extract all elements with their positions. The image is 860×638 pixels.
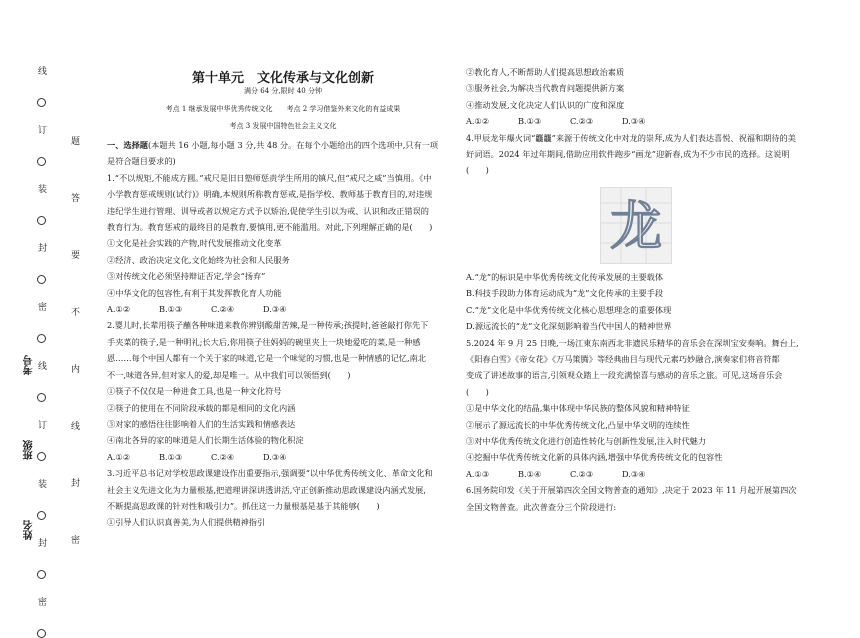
notice-char: 内	[71, 365, 81, 375]
binding-hole-icon	[37, 629, 46, 638]
right-column	[466, 64, 821, 179]
seal-line-char: 订	[38, 126, 48, 136]
page-title: 第十单元 文化传承与文化创新	[191, 71, 374, 86]
q1-option: ①文化是社会实践的产物,时代发展推动文化变革	[107, 238, 282, 249]
binding-hole-icon	[37, 393, 46, 402]
class-label: 班级	[24, 440, 35, 460]
q4-stem: 好词语。2024 年过年期间,借助应用软件跑步“画龙”迎新春,成为不少市民的选择。这说明	[466, 149, 790, 160]
q1-stem: 小学教育惩戒规则(试行)》明确,本规则所称教育惩戒,是指学校、教师基于教育目的,对违规	[107, 189, 433, 200]
section-heading: 一、选择题(本题共 16 小题,每小题 3 分,共 48 分。在每个小题给出的四个选项中,只有一项	[107, 140, 439, 150]
seal-line-char: 线	[38, 362, 48, 372]
right-column-cont	[466, 269, 821, 515]
binding-hole-icon	[37, 334, 46, 343]
q3-stem: 社会主义先进文化为力量根基,把道理讲深讲透讲活,守正创新推动思政课建设内涵式发展,	[107, 484, 426, 495]
q4-option: D.源远流长的“龙”文化深刻影响着当代中国人的精神世界	[466, 321, 672, 332]
notice-char: 线	[71, 422, 81, 432]
binding-hole-icon	[37, 275, 46, 284]
q2-stem: 2.婴儿时,长辈用筷子蘸各种味道来教你辨别酸甜苦辣,是一种传承;孩提时,爸爸敲打你先下	[107, 320, 429, 331]
q3-option: ①引导人们认识真善美,为人们提供精神指引	[107, 517, 266, 528]
seal-line-char: 封	[38, 244, 48, 254]
notice-char: 不	[71, 308, 81, 318]
dragon-char-route: 龙	[609, 197, 663, 257]
notice-char: 题	[71, 137, 81, 147]
q2-option: ④南北各异的家的味道是人们长期生活体验的物化积淀	[107, 435, 304, 446]
q3-choices: A.①② B.①③ C.②③ D.③④	[466, 116, 646, 127]
q2-option: ③对家的感悟往往影响着人们的生活实践和情感表达	[107, 418, 296, 429]
dragon-route-image	[600, 187, 672, 264]
seal-line-char: 封	[38, 539, 48, 549]
q4-stem: 4.甲辰龙年爆火词“龘龘”来源于传统文化中对龙的崇拜,成为人们表达喜悦、祝福和期待的美	[466, 132, 796, 143]
binding-hole-icon	[37, 570, 46, 579]
q5-choices: A.①③ B.①④ C.②③ D.③④	[466, 468, 646, 479]
binding-hole-icon	[37, 157, 46, 166]
notice-char: 密	[71, 536, 81, 546]
q2-option: ②筷子的使用在不同阶段承载的都是相同的文化内涵	[107, 402, 296, 413]
q3-option: ④推动发展,文化决定人们认识的广度和深度	[466, 99, 625, 110]
key-points-line2: 考点 3 发展中国特色社会主义文化	[229, 122, 337, 130]
q1-option: ④中华文化的包容性,有利于其发挥教化育人功能	[107, 287, 282, 298]
key-points-line1: 考点 1 继承发展中华优秀传统文化 考点 2 学习借鉴外来文化的有益成果	[165, 105, 401, 113]
q5-stem: 变成了讲述故事的语言,引领观众踏上一段充满惊喜与感动的音乐之旅。可见,这场音乐会	[466, 370, 783, 381]
notice-char: 要	[71, 251, 81, 261]
section-text: 是符合题目要求的)	[107, 156, 176, 167]
q6-stem: 全国文物普查。此次普查分三个阶段进行:	[466, 501, 617, 512]
score-time-note: 满分 64 分,限时 40 分钟	[244, 87, 322, 95]
notice-char: 封	[71, 479, 81, 489]
binding-hole-icon	[37, 511, 46, 520]
left-column	[107, 137, 459, 531]
q5-stem: 《阳春白雪》《帝女花》《万马策腾》等经典曲目与现代元素巧妙融合,演奏家们将音符都	[466, 354, 780, 365]
q1-stem: 1.“不以规矩,不能成方圆。”戒尺是旧日塾师惩责学生所用的镇尺,但“戒尺之威”当慎用。《中	[107, 172, 432, 183]
q5-option: ③对中华优秀传统文化进行创造性转化与创新性发展,注入时代魅力	[466, 436, 707, 447]
binding-hole-icon	[37, 452, 46, 461]
q1-choices: A.①② B.①③ C.②④ D.③④	[107, 304, 287, 315]
seal-line-char: 装	[38, 185, 48, 195]
seal-line-char: 密	[38, 303, 48, 313]
q2-stem: 手夹菜的筷子,是一种明礼;长大后,你用筷子往妈妈的碗里夹上一块她爱吃的菜,是一种感	[107, 336, 421, 347]
name-label: 姓名	[24, 520, 35, 540]
q4-stem: ( )	[466, 165, 489, 176]
q1-stem: 违纪学生进行管理、训导或者以规定方式予以矫治,促使学生引以为戒、认识和改正错误的	[107, 205, 429, 216]
q1-stem: 教育行为。教育惩戒的最终目的是教育,要慎用,更不能滥用。对此,下列理解正确的是( )	[107, 222, 433, 233]
q3-option: ②教化育人,不断帮助人们提高思想政治素质	[466, 67, 625, 77]
seal-line-char: 线	[38, 67, 48, 77]
binding-margin	[0, 0, 100, 608]
seal-line-char: 订	[38, 421, 48, 431]
seal-line-char: 装	[38, 480, 48, 490]
q5-option: ②展示了源远流长的中华优秀传统文化,凸显中华文明的连续性	[466, 419, 690, 430]
q5-stem: ( )	[466, 386, 489, 397]
q2-stem: 不一,味道各异,但对家人的爱,却是唯一。从中我们可以领悟到( )	[107, 369, 351, 380]
q4-option: A.“龙”的标识是中华优秀传统文化传承发展的主要载体	[466, 272, 664, 282]
q3-option: ③服务社会,为解决当代教育问题提供新方案	[466, 83, 625, 94]
q4-option: B.科技手段助力体育运动成为“龙”文化传承的主要手段	[466, 288, 664, 299]
q1-option: ③对传统文化必须坚持辩证否定,学会“扬弃”	[107, 271, 266, 282]
binding-hole-icon	[37, 216, 46, 225]
notice-char: 答	[71, 194, 81, 204]
seal-line-char: 密	[38, 598, 48, 608]
q3-stem: 3.习近平总书记对学校思政课建设作出重要指示,强调要“以中华优秀传统文化、革命文化和	[107, 468, 433, 479]
q2-choices: A.①② B.①③ C.②④ D.③④	[107, 451, 287, 462]
q3-stem: 不断提高思政课的针对性和吸引力”。抓住这一力量根基是基于其能够( )	[107, 500, 380, 511]
q2-stem: 恩……每个中国人都有一个关于家的味道,它是一个味觉的习惯,也是一种情感的记忆,南北	[107, 353, 426, 364]
q6-stem: 6.国务院印发《关于开展第四次全国文物普查的通知》,决定于 2023 年 11 月起开展第四次	[466, 485, 797, 496]
q4-option: C.“龙”文化是中华优秀传统文化核心思想理念的重要体现	[466, 304, 672, 315]
q1-option: ②经济、政治决定文化,文化始终为社会和人民服务	[107, 254, 290, 265]
q2-option: ①筷子不仅仅是一种进食工具,也是一种文化符号	[107, 386, 282, 397]
q5-option: ①是中华文化的结晶,集中体现中华民族的整体风貌和精神特征	[466, 403, 690, 414]
exam-number-label: 考号	[24, 355, 35, 375]
dragon-route-map	[601, 188, 671, 263]
binding-hole-icon	[37, 98, 46, 107]
q5-option: ④挖掘中华优秀传统文化新的具体内涵,增强中华优秀传统文化的包容性	[466, 452, 723, 463]
q5-stem: 5.2024 年 9 月 25 日晚,一场江東东南西北非遗民乐精华的音乐会在深圳宝安奏响。舞台上,	[466, 337, 799, 348]
